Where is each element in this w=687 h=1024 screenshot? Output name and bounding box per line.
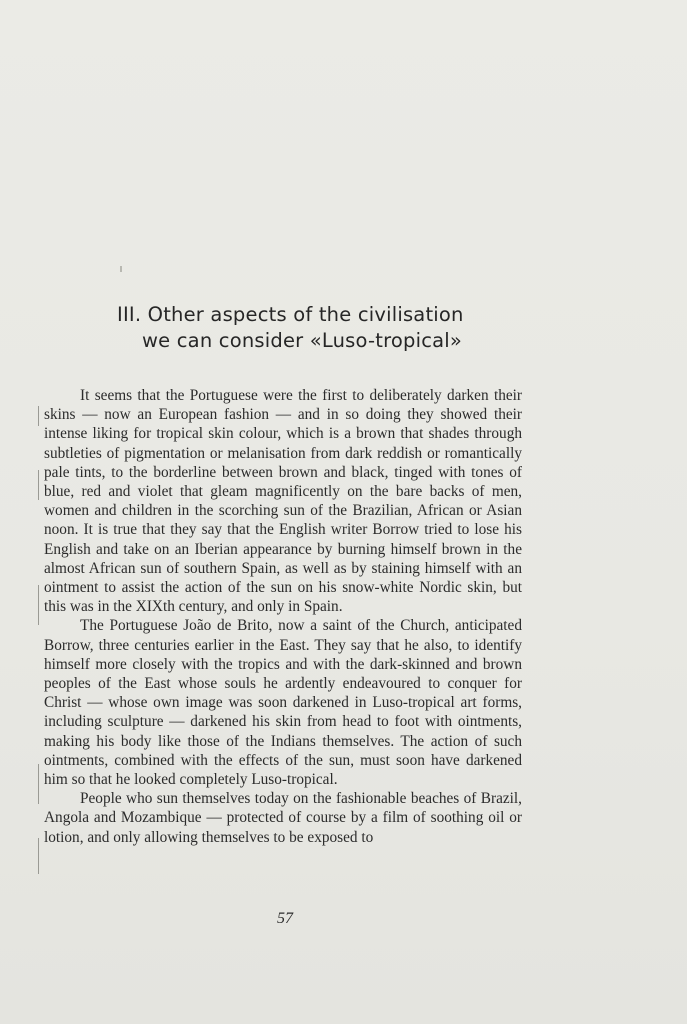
paragraph: It seems that the Portuguese were the first to deliberately darken their skins — now an European fashion — and in so doing they showed their intense liking for tropical skin colour, which is a brown that shades through subtleties of pigmentation or melanisation from dark reddish or romantically pale tints, to the borderline between brown and black, tinged with tones of blue, red and violet that gleam magnificently on the bare backs of men, women and children in the scorching sun of the Brazilian, African or Asian noon. It is true that they say that the English writer Borrow tried to lose his English and take on an Iberian appearance by burning himself brown in the almost African sun of southern Spain, as well as by staining himself with an ointment to assist the action of the sun on his snow-white Nordic skin, but this was in the XIXth century, and only in Spain. <box>44 387 522 616</box>
page-number: 57 <box>277 910 293 927</box>
page-speck <box>120 266 122 272</box>
section-heading-line-2: we can consider «Luso-tropical» <box>142 329 463 352</box>
margin-pencil-mark <box>38 838 39 874</box>
paragraph: The Portuguese João de Brito, now a saint of the Church, anticipated Borrow, three centuries earlier in the East. They say that he also, to identify himself more closely with the tropics and with the dark-skinned and brown peoples of the East whose souls he ardently endeavoured to conquer for Christ — whose own image was soon darkened in Luso-tropical art forms, including sculpture — darkened his skin from head to foot with ointments, making his body like those of the Indians themselves. The action of such ointments, combined with the effects of the sun, must soon have darkened him so that he looked completely Luso-tropical. <box>44 617 522 789</box>
paragraph: People who sun themselves today on the fashionable beaches of Brazil, Angola and Mozambique — protected of course by a film of soothing oil or lotion, and only allowing themselves to be exposed to <box>44 790 522 846</box>
margin-pencil-mark <box>38 470 39 500</box>
margin-pencil-mark <box>38 764 39 804</box>
margin-pencil-mark <box>38 406 39 426</box>
margin-pencil-mark <box>38 585 39 625</box>
body-text <box>44 386 522 847</box>
section-heading-line-1: III. Other aspects of the civilisation <box>117 303 464 326</box>
